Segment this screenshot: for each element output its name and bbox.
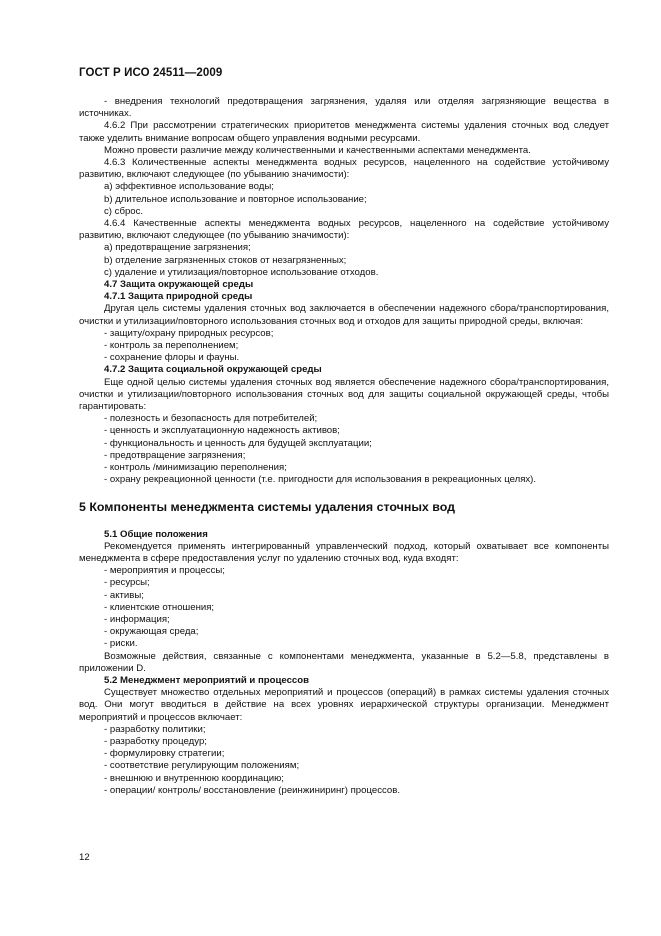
list-item: - охрану рекреационной ценности (т.е. пригодности для использования в рекреационных целях). — [104, 474, 537, 486]
page-number: 12 — [79, 852, 90, 863]
list-item: - контроль /минимизацию переполнения; — [104, 462, 287, 474]
clause-4-7-2-text: Еще одной целью системы удаления сточных вод является обеспечение надежного сбора/транспортирования, очистки и утилизации/повторного использования сточных вод для защиты социальной окружающей среды, чтобы гарантировать: — [79, 376, 609, 413]
list-item: c) удаление и утилизация/повторное использование отходов. — [104, 266, 379, 278]
heading-5-1: 5.1 Общие положения — [104, 528, 208, 540]
document-body — [79, 96, 609, 797]
list-item: b) длительное использование и повторное использование; — [104, 193, 367, 205]
list-item: - формулировку стратегии; — [104, 748, 225, 760]
clause-4-6-4: 4.6.4 Качественные аспекты менеджмента водных ресурсов, нацеленного на содействие устойчивому развитию, включают следующее (по убыванию значимости): — [79, 218, 609, 242]
clause-4-7-1-text: Другая цель системы удаления сточных вод заключается в обеспечении надежного сбора/транспортирования, очистки и утилизации/повторного использования сточных вод и отходов для защиты природной среды, включая: — [79, 303, 609, 327]
list-item: - полезность и безопасность для потребителей; — [104, 413, 318, 425]
list-item: - внешнюю и внутреннюю координацию; — [104, 772, 284, 784]
list-item: - информация; — [104, 613, 170, 625]
list-item: a) предотвращение загрязнения; — [104, 242, 251, 254]
list-item: - мероприятия и процессы; — [104, 565, 225, 577]
heading-section-5: 5 Компоненты менеджмента системы удаления сточных вод — [79, 499, 455, 514]
list-item: - функциональность и ценность для будущей эксплуатации; — [104, 437, 372, 449]
list-item: - ценность и эксплуатационную надежность активов; — [104, 425, 340, 437]
list-item: - ресурсы; — [104, 577, 150, 589]
heading-4-7: 4.7 Защита окружающей среды — [104, 279, 254, 291]
list-item: c) сброс. — [104, 205, 144, 217]
heading-5-2: 5.2 Менеджмент мероприятий и процессов — [104, 674, 310, 686]
list-item: - защиту/охрану природных ресурсов; — [104, 327, 274, 339]
list-item: - окружающая среда; — [104, 626, 199, 638]
list-item: b) отделение загрязненных стоков от незагрязненных; — [104, 254, 347, 266]
list-item: - разработку процедур; — [104, 735, 207, 747]
list-item: - предотвращение загрязнения; — [104, 449, 246, 461]
paragraph-distinction: Можно провести различие между количественными и качественными аспектами менеджмента. — [104, 144, 531, 156]
list-item: - разработку политики; — [104, 723, 206, 735]
clause-5-1-annex-ref: Возможные действия, связанные с компонентами менеджмента, указанные в 5.2—5.8, представлены в приложении D. — [79, 650, 609, 674]
clause-5-2-text: Существует множество отдельных мероприятий и процессов (операций) в рамках системы удаления сточных вод. Они могут вводиться в действие на всех уровнях иерархической структуры организации. Менеджмент мероприятий и процессов включает: — [79, 687, 609, 723]
list-item: - риски. — [104, 638, 138, 650]
clause-4-6-3: 4.6.3 Количественные аспекты менеджмента водных ресурсов, нацеленного на содействие устойчивому развитию, включают следующее (по убыванию значимости): — [79, 157, 609, 181]
clause-4-6-2: 4.6.2 При рассмотрении стратегических приоритетов менеджмента системы удаления сточных вод следует также уделить внимание вопросам общего управления водными ресурсами. — [79, 120, 609, 144]
list-item: - сохранение флоры и фауны. — [104, 352, 240, 364]
list-item: - контроль за переполнением; — [104, 340, 239, 352]
clause-5-1-text: Рекомендуется применять интегрированный управленческий подход, который охватывает все компоненты менеджмента в сфере предоставления услуг по удалению сточных вод, куда входят: — [79, 540, 609, 564]
list-item: - клиентские отношения; — [104, 601, 215, 613]
heading-4-7-2: 4.7.2 Защита социальной окружающей среды — [104, 364, 322, 376]
bullet-pollution-prevention: - внедрения технологий предотвращения загрязнения, удаляя или отделяя загрязняющие вещества в источниках. — [79, 96, 609, 120]
heading-4-7-1: 4.7.1 Защита природной среды — [104, 291, 253, 303]
document-header: ГОСТ Р ИСО 24511—2009 — [79, 67, 223, 79]
list-item: - соответствие регулирующим положениям; — [104, 760, 300, 772]
list-item: - активы; — [104, 589, 144, 601]
list-item: - операции/ контроль/ восстановление (реинжиниринг) процессов. — [104, 784, 401, 796]
list-item: a) эффективное использование воды; — [104, 181, 274, 193]
